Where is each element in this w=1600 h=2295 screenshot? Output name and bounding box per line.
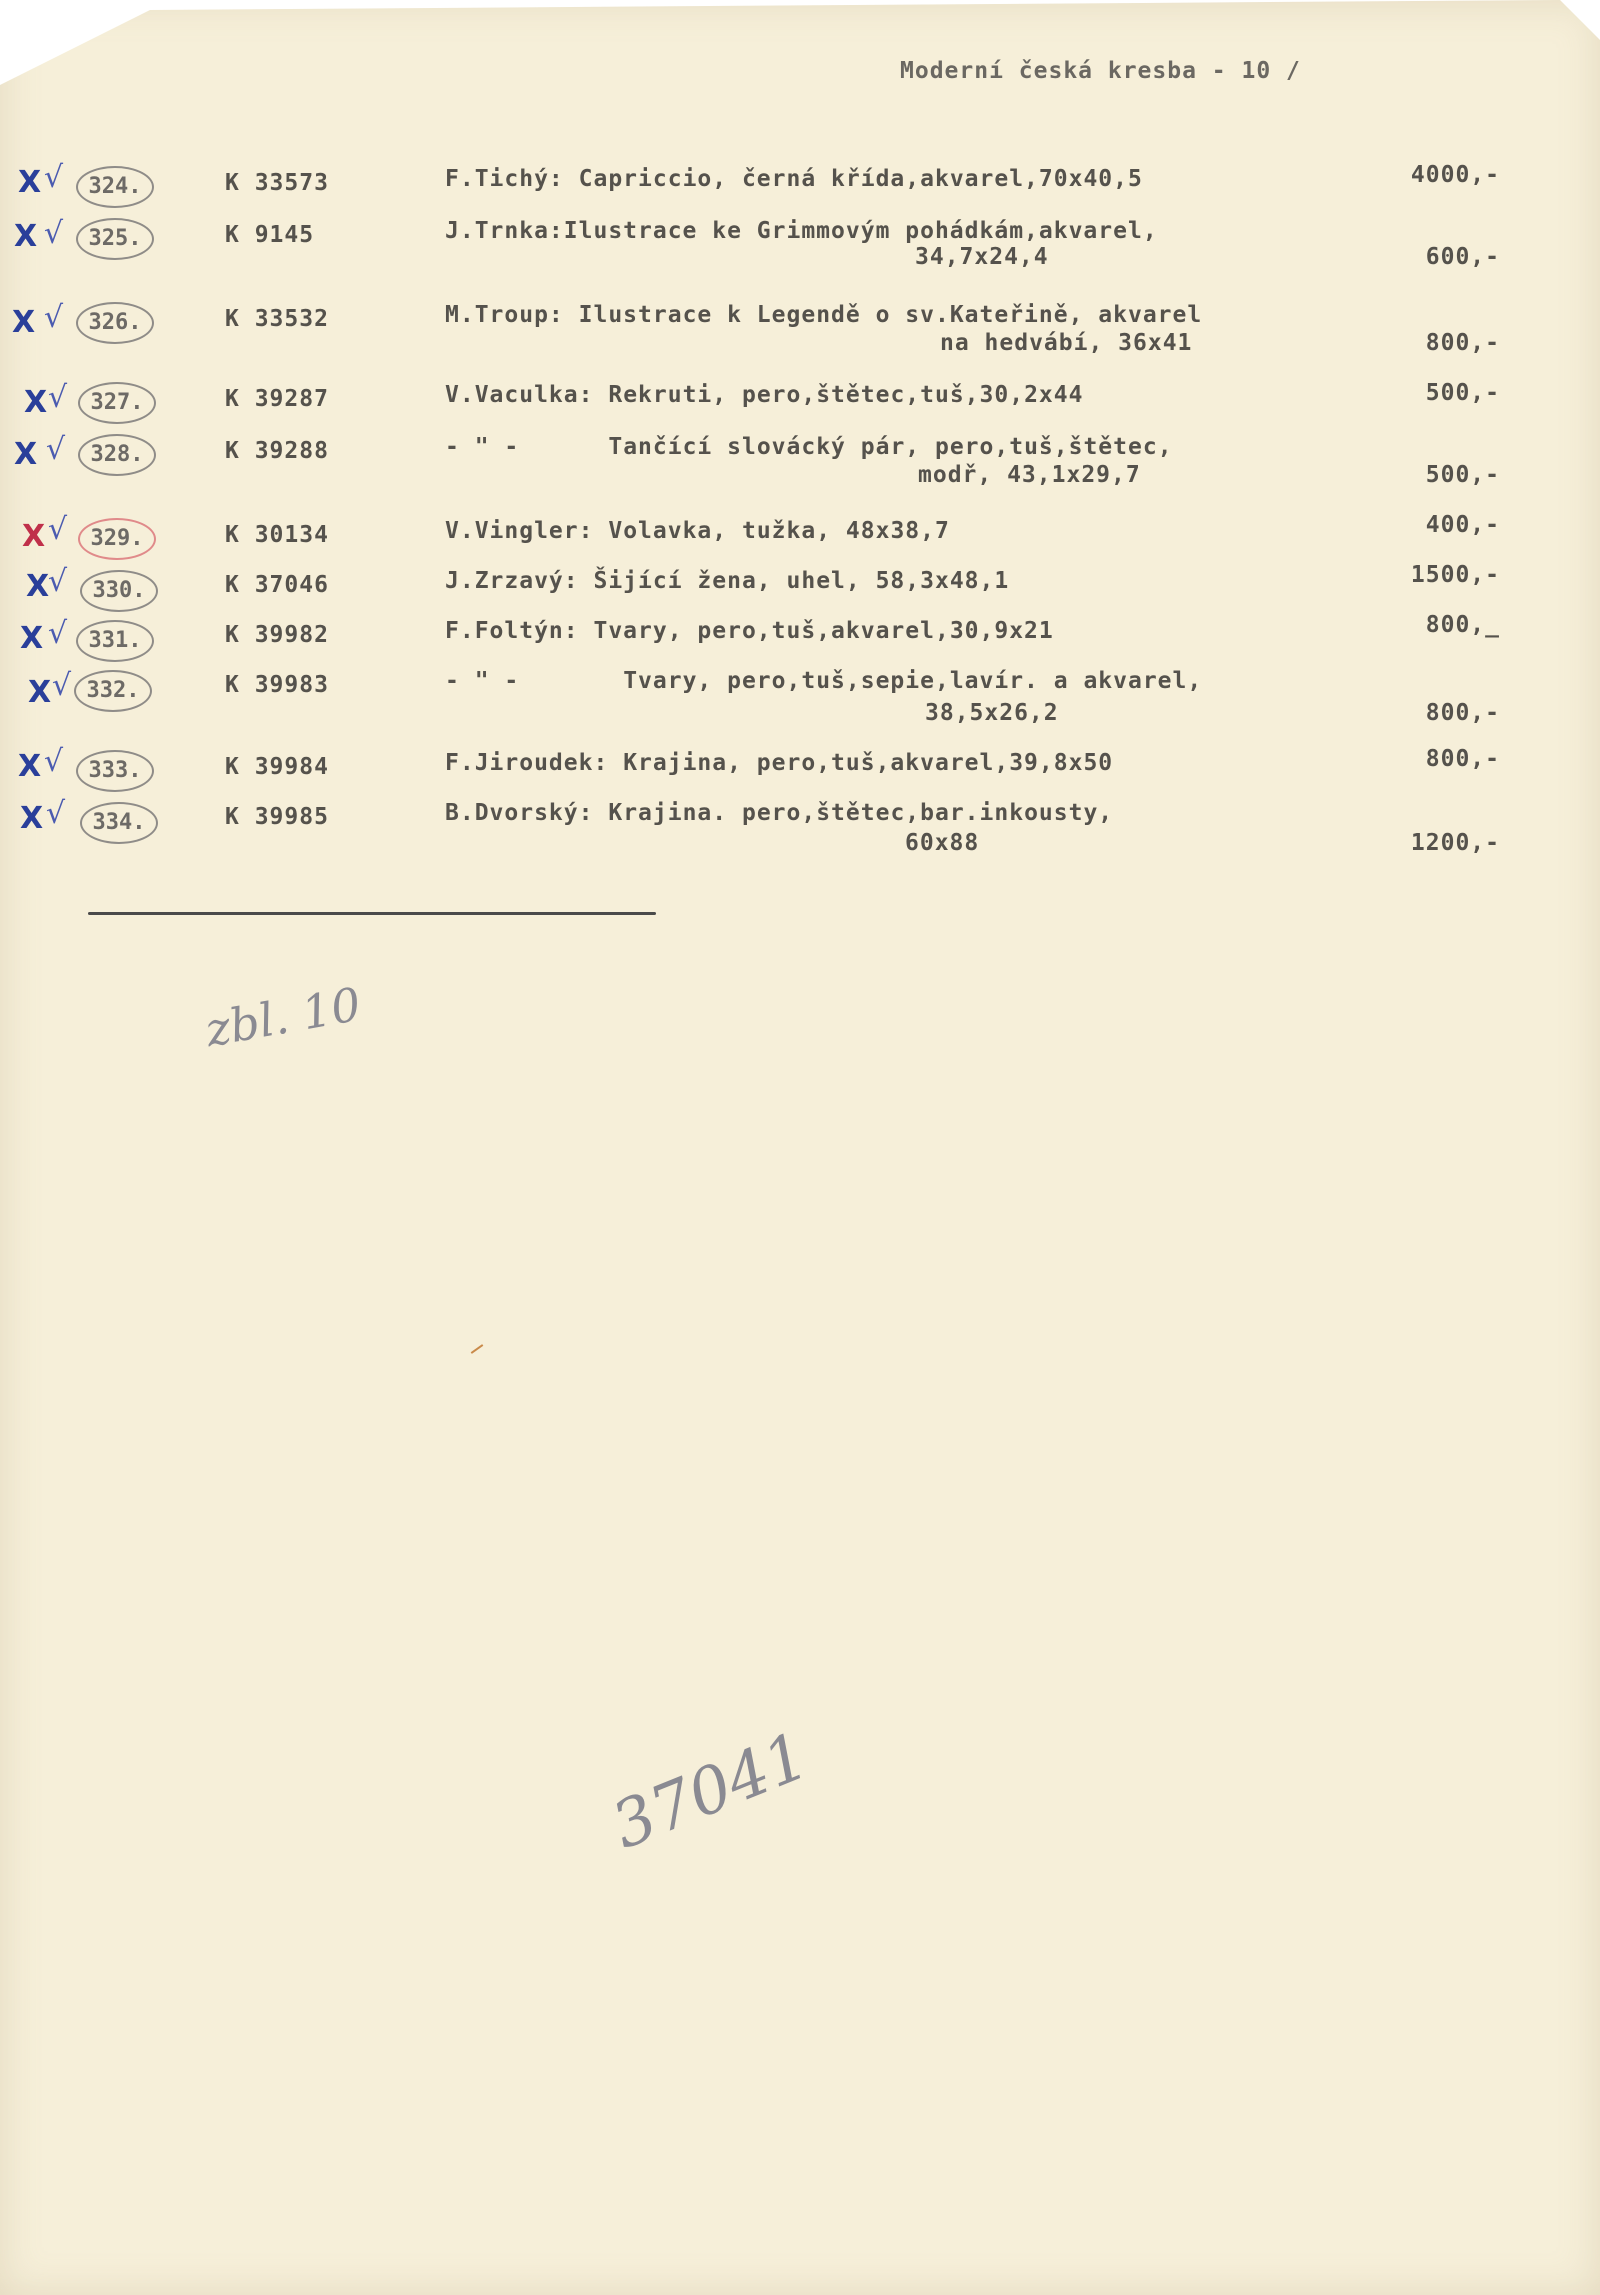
price: 4000,- (1410, 162, 1500, 188)
lot-number: 331. (76, 620, 154, 662)
checkmark-icon: √ (52, 668, 72, 703)
x-mark: X (12, 305, 36, 340)
price: 1500,- (1410, 562, 1500, 588)
artist-name: - " - (445, 668, 520, 694)
artwork-details: Šijící žena, uhel, 58,3x48,1 (593, 568, 1010, 594)
artwork-details: Tvary, pero,tuš,sepie,lavír. a akvarel, (623, 668, 1203, 694)
inventory-number: K 9145 (225, 222, 315, 248)
artist-name: V.Vaculka: (445, 382, 594, 408)
artist-name: F.Tichý: (445, 166, 564, 192)
x-mark: X (18, 165, 42, 200)
lot-number: 327. (78, 382, 156, 424)
x-mark: X (28, 675, 52, 710)
row-description (445, 750, 1113, 776)
x-mark: X (24, 385, 48, 420)
price: 800,- (1425, 700, 1500, 726)
row-description (445, 382, 1083, 408)
x-mark: X (26, 569, 50, 604)
price: 500,- (1425, 462, 1500, 488)
price: 800,- (1425, 330, 1500, 356)
inventory-number: K 30134 (225, 522, 329, 548)
x-mark: X (14, 437, 38, 472)
lot-number: 324. (76, 166, 154, 208)
row-description (445, 518, 950, 544)
artwork-details: Krajina. pero,štětec,bar.inkousty, (608, 800, 1114, 826)
inventory-number: K 39985 (225, 804, 329, 830)
checkmark-icon: √ (46, 432, 66, 467)
page-header: Moderní česká kresba - 10 / (900, 58, 1301, 84)
handwritten-note: zbl. 10 (201, 976, 365, 1058)
x-mark: X (14, 219, 38, 254)
checkmark-icon: √ (44, 300, 64, 335)
handwritten-inventory-number: 37041 (602, 1719, 819, 1864)
price: 800,_ (1425, 612, 1500, 638)
checkmark-icon: √ (48, 512, 68, 547)
price: 1200,- (1410, 830, 1500, 856)
checkmark-icon: √ (48, 564, 68, 599)
inventory-number: K 39288 (225, 438, 329, 464)
artist-name: F.Jiroudek: (445, 750, 609, 776)
artwork-details: Tančící slovácký pár, pero,tuš,štětec, (608, 434, 1173, 460)
artist-name: M.Troup: (445, 302, 564, 328)
inventory-number: K 39983 (225, 672, 329, 698)
row-description (445, 434, 1173, 460)
checkmark-icon: √ (44, 160, 64, 195)
artwork-details: Krajina, pero,tuš,akvarel,39,8x50 (623, 750, 1114, 776)
artwork-details-continued: 60x88 (905, 830, 980, 856)
artwork-details: Tvary, pero,tuš,akvarel,30,9x21 (593, 618, 1054, 644)
checkmark-icon: √ (44, 216, 64, 251)
lot-number: 325. (76, 218, 154, 260)
x-mark: X (20, 621, 44, 656)
inventory-number: K 39287 (225, 386, 329, 412)
checkmark-icon: √ (48, 616, 68, 651)
lot-number: 332. (74, 670, 152, 712)
lot-number: 330. (80, 570, 158, 612)
artwork-details-continued: 38,5x26,2 (925, 700, 1059, 726)
checkmark-icon: √ (48, 380, 68, 415)
artwork-details: Volavka, tužka, 48x38,7 (608, 518, 950, 544)
inventory-number: K 37046 (225, 572, 329, 598)
artwork-details: Capriccio, černá křída,akvarel,70x40,5 (578, 166, 1143, 192)
checkmark-icon: √ (44, 744, 64, 779)
lot-number: 326. (76, 302, 154, 344)
inventory-number: K 39982 (225, 622, 329, 648)
price: 800,- (1425, 746, 1500, 772)
row-description (445, 668, 1202, 694)
inventory-number: K 39984 (225, 754, 329, 780)
artist-name: J.Zrzavý: (445, 568, 579, 594)
lot-number: 328. (78, 434, 156, 476)
artist-name: - " - (445, 434, 520, 460)
inventory-number: K 33532 (225, 306, 329, 332)
row-description (445, 800, 1113, 826)
artist-name: F.Foltýn: (445, 618, 579, 644)
row-description (445, 618, 1054, 644)
artwork-details: Ilustrace ke Grimmovým pohádkám,akvarel, (563, 218, 1158, 244)
x-mark: X (22, 519, 46, 554)
artist-name: B.Dvorský: (445, 800, 594, 826)
lot-number: 333. (76, 750, 154, 792)
x-mark: X (18, 749, 42, 784)
inventory-number: K 33573 (225, 170, 329, 196)
artist-name: V.Vingler: (445, 518, 594, 544)
artwork-details-continued: 34,7x24,4 (915, 244, 1049, 270)
price: 600,- (1425, 244, 1500, 270)
row-description (445, 568, 1009, 594)
artwork-details: Rekruti, pero,štětec,tuš,30,2x44 (608, 382, 1084, 408)
checkmark-icon: √ (46, 796, 66, 831)
x-mark: X (20, 801, 44, 836)
lot-number: 334. (80, 802, 158, 844)
row-description (445, 218, 1158, 244)
lot-number: 329. (78, 518, 156, 560)
price: 500,- (1425, 380, 1500, 406)
artwork-details-continued: na hedvábí, 36x41 (940, 330, 1193, 356)
artist-name: J.Trnka: (445, 218, 564, 244)
row-description (445, 166, 1143, 192)
artwork-details-continued: modř, 43,1x29,7 (918, 462, 1141, 488)
artwork-details: Ilustrace k Legendě o sv.Kateřině, akvarel (578, 302, 1203, 328)
price: 400,- (1425, 512, 1500, 538)
row-description (445, 302, 1202, 328)
closing-rule (88, 912, 656, 915)
